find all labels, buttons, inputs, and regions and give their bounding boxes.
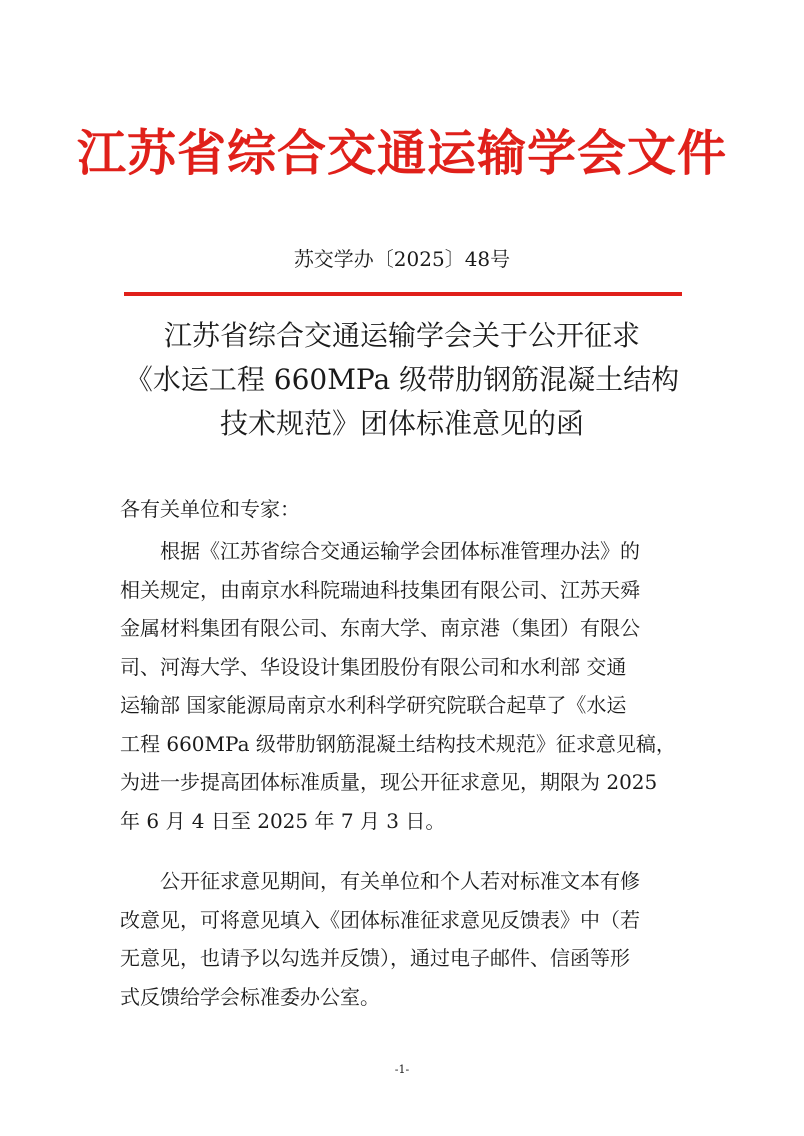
paragraph-line: 为进一步提高团体标准质量，现公开征求意见，期限为 2025 bbox=[120, 770, 658, 794]
red-divider-rule bbox=[124, 292, 682, 296]
paragraph-line: 年 6 月 4 日至 2025 年 7 月 3 日。 bbox=[120, 808, 446, 833]
paragraph-line: 根据《江苏省综合交通运输学会团体标准管理办法》的 bbox=[160, 539, 640, 563]
paragraph-line: 无意见，也请予以勾选并反馈），通过电子邮件、信函等形 bbox=[120, 946, 630, 970]
paragraph-line: 运输部 国家能源局南京水利科学研究院联合起草了《水运 bbox=[120, 693, 627, 717]
body-paragraph-2 bbox=[120, 862, 692, 1016]
paragraph-line: 式反馈给学会标准委办公室。 bbox=[120, 984, 380, 1009]
subject-line: 技术规范》团体标准意见的函 bbox=[219, 407, 584, 440]
paragraph-line: 工程 660MPa 级带肋钢筋混凝土结构技术规范》征求意见稿， bbox=[120, 731, 676, 756]
salutation: 各有关单位和专家： bbox=[120, 497, 300, 521]
paragraph-line: 改意见，可将意见填入《团体标准征求意见反馈表》中（若 bbox=[120, 907, 640, 932]
subject-line: 江苏省综合交通运输学会关于公开征求 bbox=[163, 319, 640, 352]
document-header-title: 江苏省综合交通运输学会文件 bbox=[76, 124, 727, 182]
paragraph-line: 金属材料集团有限公司、东南大学、南京港（集团）有限公 bbox=[120, 616, 640, 640]
page-number: -1- bbox=[394, 1063, 410, 1076]
document-subject bbox=[0, 314, 804, 446]
document-number: 苏交学办〔2025〕48号 bbox=[293, 247, 511, 271]
subject-line: 《水运工程 660MPa 级带肋钢筋混凝土结构 bbox=[124, 363, 680, 396]
paragraph-line: 公开征求意见期间，有关单位和个人若对标准文本有修 bbox=[160, 869, 640, 893]
body-paragraph-1 bbox=[120, 532, 692, 840]
paragraph-line: 司、河海大学、华设设计集团股份有限公司和水利部 交通 bbox=[120, 654, 627, 679]
paragraph-line: 相关规定，由南京水科院瑞迪科技集团有限公司、江苏天舜 bbox=[120, 577, 640, 602]
